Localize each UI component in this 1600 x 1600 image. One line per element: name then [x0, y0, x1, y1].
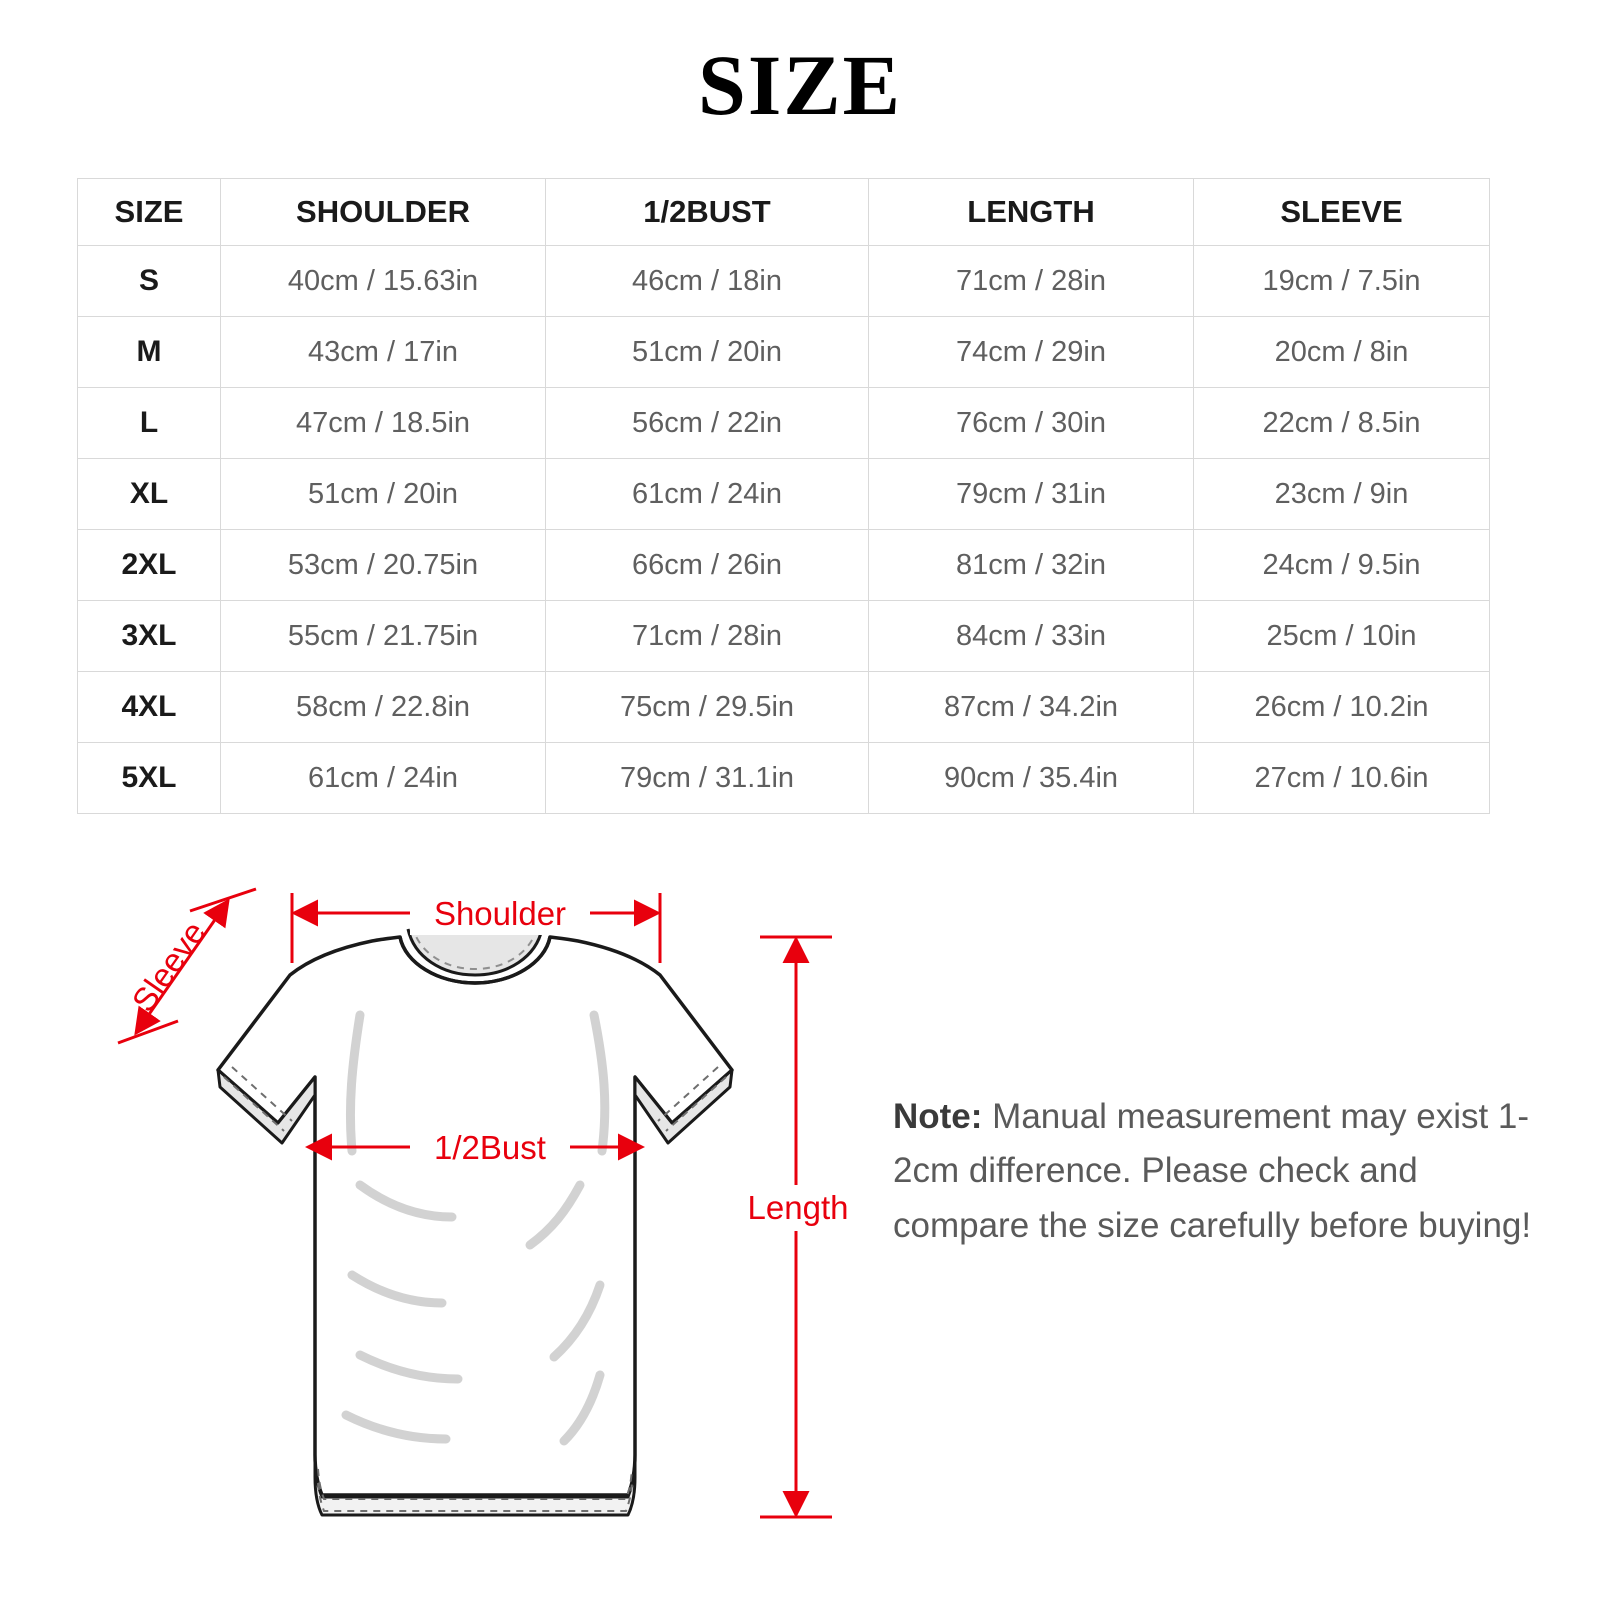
- cell-length: 87cm / 34.2in: [869, 672, 1194, 743]
- label-half-bust: 1/2Bust: [434, 1129, 546, 1166]
- label-shoulder: Shoulder: [433, 895, 567, 932]
- cell-size: M: [78, 317, 221, 388]
- cell-shoulder: 55cm / 21.75in: [221, 601, 546, 672]
- note-label: Note:: [893, 1097, 983, 1136]
- cell-length: 74cm / 29in: [869, 317, 1194, 388]
- column-header-bust: 1/2BUST: [546, 179, 869, 246]
- cell-bust: 71cm / 28in: [546, 601, 869, 672]
- cell-sleeve: 24cm / 9.5in: [1194, 530, 1490, 601]
- cell-sleeve: 26cm / 10.2in: [1194, 672, 1490, 743]
- column-header-length: LENGTH: [869, 179, 1194, 246]
- measurement-note: [893, 1090, 1533, 1253]
- cell-sleeve: 23cm / 9in: [1194, 459, 1490, 530]
- page-title: SIZE: [697, 37, 903, 133]
- cell-shoulder: 53cm / 20.75in: [221, 530, 546, 601]
- cell-shoulder: 40cm / 15.63in: [221, 246, 546, 317]
- table-row: [78, 388, 1490, 459]
- cell-bust: 56cm / 22in: [546, 388, 869, 459]
- table-row: [78, 246, 1490, 317]
- cell-sleeve: 19cm / 7.5in: [1194, 246, 1490, 317]
- table-row: [78, 601, 1490, 672]
- cell-size: XL: [78, 459, 221, 530]
- cell-bust: 66cm / 26in: [546, 530, 869, 601]
- cell-length: 84cm / 33in: [869, 601, 1194, 672]
- cell-sleeve: 25cm / 10in: [1194, 601, 1490, 672]
- cell-bust: 46cm / 18in: [546, 246, 869, 317]
- cell-bust: 51cm / 20in: [546, 317, 869, 388]
- cell-length: 76cm / 30in: [869, 388, 1194, 459]
- cell-size: 3XL: [78, 601, 221, 672]
- cell-length: 79cm / 31in: [869, 459, 1194, 530]
- size-chart-table: [77, 178, 1490, 814]
- table-row: [78, 743, 1490, 814]
- cell-shoulder: 43cm / 17in: [221, 317, 546, 388]
- cell-shoulder: 58cm / 22.8in: [221, 672, 546, 743]
- cell-length: 81cm / 32in: [869, 530, 1194, 601]
- column-header-shoulder: SHOULDER: [221, 179, 546, 246]
- cell-length: 90cm / 35.4in: [869, 743, 1194, 814]
- cell-length: 71cm / 28in: [869, 246, 1194, 317]
- cell-shoulder: 47cm / 18.5in: [221, 388, 546, 459]
- cell-size: 4XL: [78, 672, 221, 743]
- tshirt-illustration: [218, 925, 732, 1515]
- cell-size: S: [78, 246, 221, 317]
- column-header-size: SIZE: [78, 179, 221, 246]
- label-sleeve: Sleeve: [124, 914, 213, 1019]
- table-row: [78, 459, 1490, 530]
- cell-bust: 61cm / 24in: [546, 459, 869, 530]
- note-text: Manual measurement may exist 1-2cm difference. Please check and compare the size carefully before buying!: [893, 1097, 1532, 1245]
- table-header-row: [78, 179, 1490, 246]
- table-row: [78, 317, 1490, 388]
- cell-sleeve: 27cm / 10.6in: [1194, 743, 1490, 814]
- cell-sleeve: 20cm / 8in: [1194, 317, 1490, 388]
- column-header-sleeve: SLEEVE: [1194, 179, 1490, 246]
- cell-sleeve: 22cm / 8.5in: [1194, 388, 1490, 459]
- size-chart-table-container: [77, 178, 1489, 814]
- tshirt-measurement-diagram: [60, 855, 860, 1555]
- label-length: Length: [747, 1189, 849, 1226]
- cell-shoulder: 61cm / 24in: [221, 743, 546, 814]
- cell-size: 5XL: [78, 743, 221, 814]
- cell-size: L: [78, 388, 221, 459]
- table-row: [78, 672, 1490, 743]
- sleeve-measure-arrow: [118, 889, 256, 1043]
- cell-bust: 75cm / 29.5in: [546, 672, 869, 743]
- table-row: [78, 530, 1490, 601]
- length-measure-arrow: [746, 937, 850, 1517]
- cell-bust: 79cm / 31.1in: [546, 743, 869, 814]
- cell-size: 2XL: [78, 530, 221, 601]
- cell-shoulder: 51cm / 20in: [221, 459, 546, 530]
